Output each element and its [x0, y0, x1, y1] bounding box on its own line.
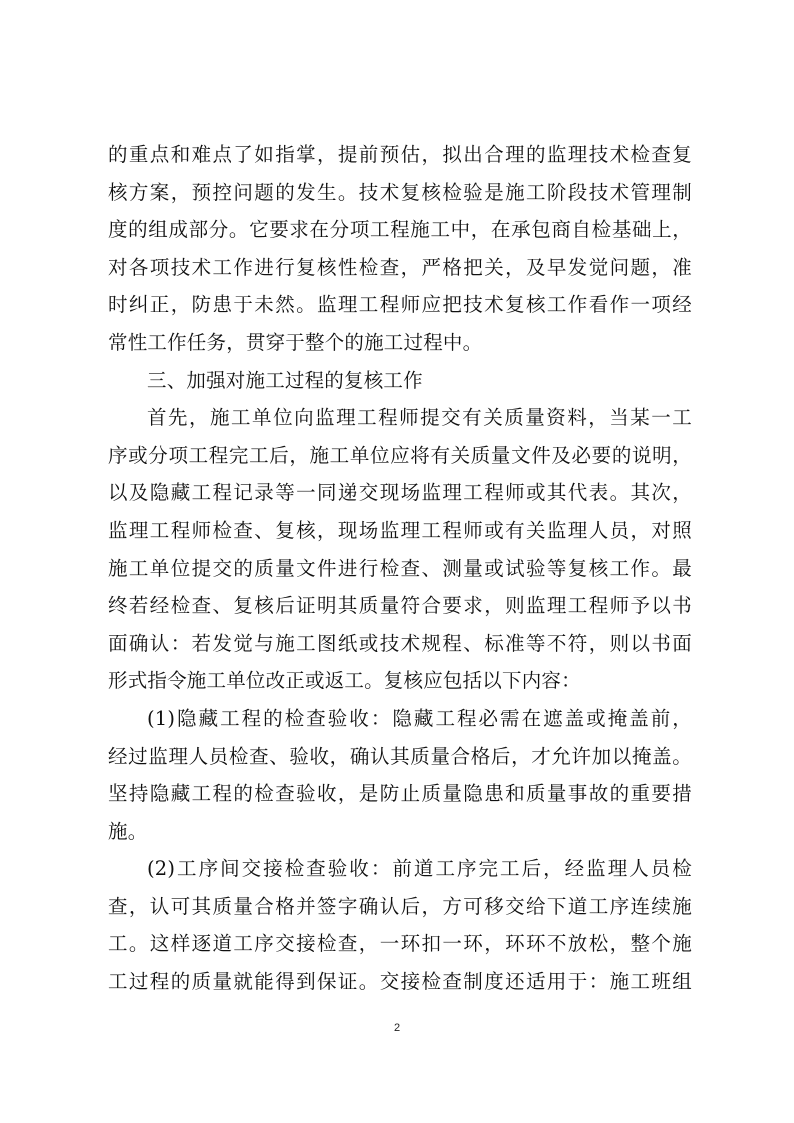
- text-line: 工过程的质量就能得到保证。交接检查制度还适用于：施工班组: [108, 970, 692, 994]
- text-line: 形式指令施工单位改正或返工。复核应包括以下内容：: [108, 669, 581, 693]
- text-line: 终若经检查、复核后证明其质量符合要求，则监理工程师予以书: [108, 594, 692, 618]
- text-line: 工。这样逐道工序交接检查，一环扣一环，环环不放松，整个施: [108, 932, 692, 956]
- text-line: 面确认：若发觉与施工图纸或技术规程、标准等不符，则以书面: [108, 631, 692, 655]
- text-line: 施。: [108, 819, 148, 843]
- text-line: 三、加强对施工过程的复核工作: [147, 368, 423, 392]
- text-line: 对各项技术工作进行复核性检查，严格把关，及早发觉问题，准: [108, 255, 692, 279]
- text-line: 核方案，预控问题的发生。技术复核检验是施工阶段技术管理制: [108, 180, 692, 204]
- text-line: 以及隐藏工程记录等一同递交现场监理工程师或其代表。其次，: [108, 481, 692, 505]
- text-line: (1)隐藏工程的检查验收：隐藏工程必需在遮盖或掩盖前，: [147, 706, 692, 730]
- text-line: 查，认可其质量合格并签字确认后，方可移交给下道工序连续施: [108, 894, 692, 918]
- text-line: 首先，施工单位向监理工程师提交有关质量资料，当某一工: [147, 406, 692, 430]
- page-number: 2: [393, 1022, 401, 1034]
- text-line: (2)工序间交接检查验收：前道工序完工后，经监理人员检: [147, 857, 692, 881]
- text-line: 序或分项工程完工后，施工单位应将有关质量文件及必要的说明，: [108, 443, 692, 467]
- text-line: 经过监理人员检查、验收，确认其质量合格后，才允许加以掩盖。: [108, 744, 692, 768]
- text-line: 监理工程师检查、复核，现场监理工程师或有关监理人员，对照: [108, 518, 692, 542]
- text-line: 坚持隐藏工程的检查验收，是防止质量隐患和质量事故的重要措: [108, 782, 692, 806]
- text-line: 的重点和难点了如指掌，提前预估，拟出合理的监理技术检查复: [108, 143, 692, 166]
- body-text: [108, 136, 692, 1001]
- text-line: 时纠正，防患于未然。监理工程师应把技术复核工作看作一项经: [108, 293, 692, 317]
- text-line: 施工单位提交的质量文件进行检查、测量或试验等复核工作。最: [108, 556, 692, 580]
- text-line: 度的组成部分。它要求在分项工程施工中，在承包商自检基础上，: [108, 218, 692, 242]
- text-line: 常性工作任务，贯穿于整个的施工过程中。: [108, 330, 483, 354]
